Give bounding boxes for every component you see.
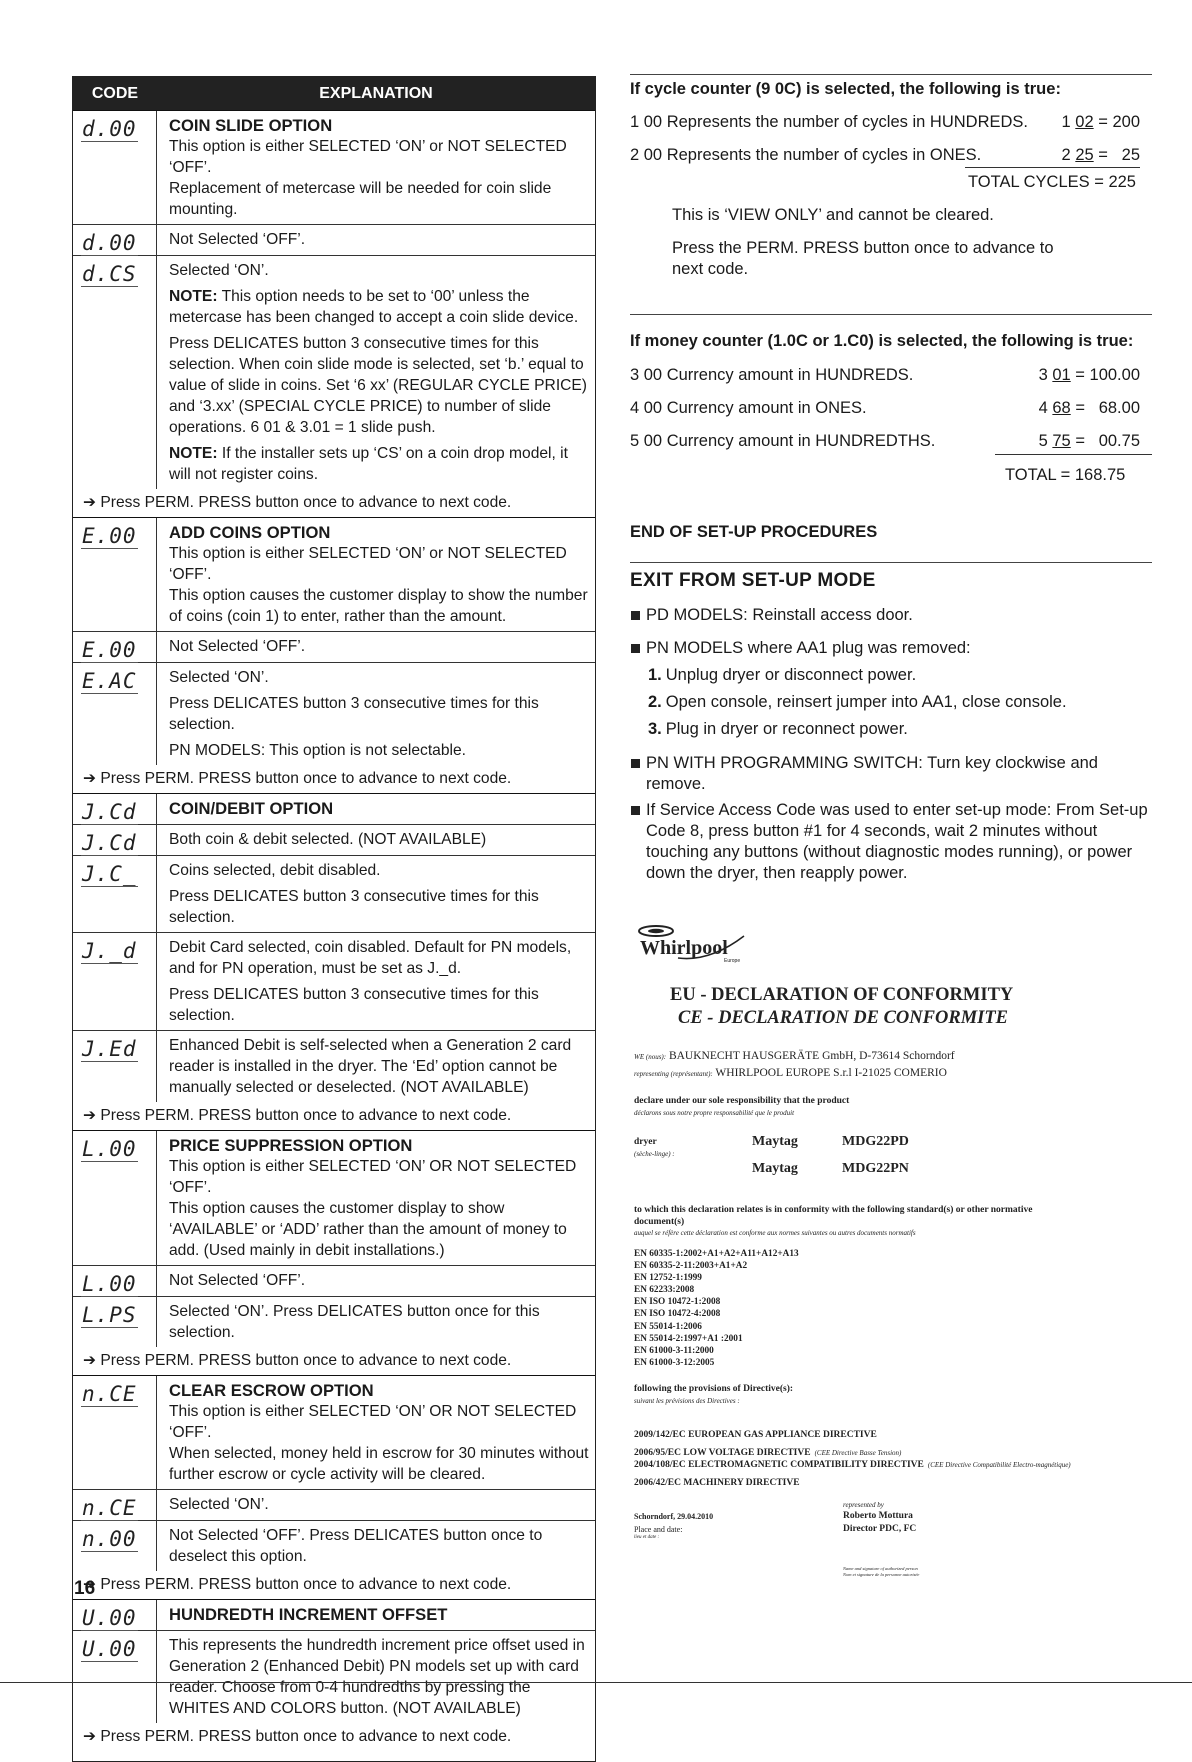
advance-note: ➔ Press PERM. PRESS button once to advance to next code. — [73, 765, 595, 793]
standard-item: EN 55014-2:1997+A1 :2001 — [634, 1333, 743, 1344]
cycle-line: 2 00 Represents the number of cycles in ONES. 2 25 = 25 — [630, 146, 1140, 164]
standard-item: EN ISO 10472-1:2008 — [634, 1297, 721, 1308]
divider — [630, 74, 1152, 75]
option-title: PRICE SUPPRESSION OPTION — [169, 1136, 413, 1155]
standard-item: EN 61000-3-11:2000 — [634, 1345, 714, 1356]
cycle-counter-heading: If cycle counter (9 0C) is selected, the following is true: — [630, 80, 1061, 98]
option-title: COIN SLIDE OPTION — [169, 116, 333, 135]
code-cell: d.CS — [73, 256, 157, 489]
table-row: L.00 Not Selected ‘OFF’. — [73, 1265, 595, 1296]
standard-item: EN 60335-1:2002+A1+A2+A11+A12+A13 — [634, 1249, 799, 1259]
table-header — [73, 77, 595, 110]
standard-item: EN 62233:2008 — [634, 1285, 695, 1296]
advance-note: ➔ Press PERM. PRESS button once to advance to next code. — [73, 489, 595, 517]
table-row: L.00 PRICE SUPPRESSION OPTION This option is either SELECTED ‘ON’ OR NOT SELECTED ‘OFF’. This option causes the customer display to show ‘AVAILABLE’ or ‘ADD’ rather than the amount of money to add. (Used mainly in debit installations.) — [73, 1130, 595, 1265]
table-row: U.00 This represents the hundredth increment price offset used in Generation 2 (Enhanced Debit) PN models set up with card reader. Choose from 0-4 hundredths by pressing the WHITES AND COLORS button. (NOT AVAILABLE) — [73, 1630, 595, 1723]
advance-note: Press the PERM. PRESS button once to advance to next code. — [672, 239, 1054, 278]
divider — [630, 314, 1152, 315]
explanation-column-header: EXPLANATION — [319, 84, 433, 102]
table-row: J._d Debit Card selected, coin disabled. Default for PN models, and for PN operation, must be set as J._d. Press DELICATES button 3 consecutive times for this selection. — [73, 932, 595, 1030]
table-row: L.PS Selected ‘ON’. Press DELICATES button once for this selection. — [73, 1296, 595, 1347]
step-item: 3. Plug in dryer or reconnect power. — [648, 720, 908, 738]
cycle-total: TOTAL CYCLES = 225 — [968, 173, 1136, 191]
code-cell: d.00 — [73, 225, 157, 255]
table-row — [73, 1599, 595, 1630]
bullet-item: PN WITH PROGRAMMING SWITCH: Turn key clockwise and remove. — [630, 753, 1140, 795]
table-row: n.CE Selected ‘ON’. — [73, 1489, 595, 1520]
table-row: d.00 COIN SLIDE OPTION This option is either SELECTED ‘ON’ or NOT SELECTED ‘OFF’. Replacement of metercase will be needed for coin slide mounting. — [73, 110, 595, 224]
standard-item: EN 12752-1:1999 — [634, 1273, 702, 1284]
code-cell: n.CE — [73, 1376, 157, 1489]
code-cell: U.00 — [73, 1631, 157, 1723]
code-cell: J.Ed — [73, 1031, 157, 1102]
step-item: 2. Open console, reinsert jumper into AA1, close console. — [648, 693, 1067, 711]
standards-list — [634, 1248, 799, 1369]
whirlpool-logo — [638, 922, 748, 966]
table-row — [73, 793, 595, 824]
standard-item: EN 61000-3-12:2005 — [634, 1357, 715, 1368]
code-cell: E.AC — [73, 663, 157, 765]
advance-note: ➔ Press PERM. PRESS button once to advance to next code. — [73, 1571, 595, 1599]
bullet-item: If Service Access Code was used to enter set-up mode: From Set-up Code 8, press button #1 for 4 seconds, wait 2 minutes without touching any buttons (without diagnostic modes running), or power down the dryer, then reapply power. — [630, 800, 1160, 884]
option-title: COIN/DEBIT OPTION — [169, 799, 334, 818]
code-cell: d.00 — [73, 111, 157, 224]
bullet-item: PD MODELS: Reinstall access door. — [630, 605, 1150, 626]
end-setup-heading: END OF SET-UP PROCEDURES — [630, 523, 878, 541]
page-number: 16 — [74, 1578, 96, 1599]
code-cell: L.00 — [73, 1266, 157, 1296]
total-rule — [995, 454, 1152, 455]
code-cell: n.CE — [73, 1490, 157, 1520]
svg-text:Europe: Europe — [724, 958, 741, 964]
code-cell: L.PS — [73, 1297, 157, 1347]
table-row: E.AC Selected ‘ON’. Press DELICATES button 3 consecutive times for this selection. PN MODELS: This option is not selectable. — [73, 662, 595, 765]
code-column-header: CODE — [91, 84, 139, 102]
divider — [0, 1682, 1192, 1683]
setup-code-table — [72, 76, 596, 1762]
advance-note: ➔ Press PERM. PRESS button once to advance to next code. — [73, 1347, 595, 1375]
declaration-subtitle: CE - DECLARATION DE CONFORMITE — [678, 1008, 1008, 1028]
cycle-line: 1 00 Represents the number of cycles in HUNDREDS. 1 02 = 200 — [630, 113, 1140, 131]
code-cell: J._d — [73, 933, 157, 1030]
table-row: J.Cd Both coin & debit selected. (NOT AVAILABLE) — [73, 824, 595, 855]
view-only-note: This is ‘VIEW ONLY’ and cannot be cleared. — [672, 206, 994, 224]
money-line: 5 00 Currency amount in HUNDREDTHS. 5 75 = 00.75 — [630, 432, 1140, 450]
option-title: CLEAR ESCROW OPTION — [169, 1381, 374, 1400]
table-row: E.00 ADD COINS OPTION This option is either SELECTED ‘ON’ or NOT SELECTED ‘OFF’. This option causes the customer display to show the number of coins (coin 1) to enter, rather than the amount. — [73, 517, 595, 631]
standard-item: EN ISO 10472-4:2008 — [634, 1309, 721, 1320]
table-row: J.Ed Enhanced Debit is self-selected when a Generation 2 card reader is installed in the dryer. The ‘Ed’ option cannot be manually selected or deselected. (NOT AVAILABLE) — [73, 1030, 595, 1102]
exit-setup-title: EXIT FROM SET-UP MODE — [630, 570, 876, 591]
table-row: J.C_ Coins selected, debit disabled. Press DELICATES button 3 consecutive times for this selection. — [73, 855, 595, 932]
code-cell: E.00 — [73, 518, 157, 631]
advance-note: ➔ Press PERM. PRESS button once to advance to next code. — [73, 1723, 595, 1761]
bullet-item: PN MODELS where AA1 plug was removed: — [630, 638, 1150, 659]
code-cell: J.Cd — [73, 794, 157, 824]
step-item: 1. Unplug dryer or disconnect power. — [648, 666, 917, 684]
code-cell: J.C_ — [73, 856, 157, 932]
table-row: n.00 Not Selected ‘OFF’. Press DELICATES button once to deselect this option. — [73, 1520, 595, 1571]
code-cell: L.00 — [73, 1131, 157, 1265]
option-title: HUNDREDTH INCREMENT OFFSET — [169, 1605, 448, 1624]
svg-text:Whirlpool: Whirlpool — [640, 937, 728, 959]
table-row: n.CE CLEAR ESCROW OPTION This option is either SELECTED ‘ON’ OR NOT SELECTED ‘OFF’. When selected, money held in escrow for 30 minutes without further escrow or cycle activity will be cleared. — [73, 1375, 595, 1489]
table-row: E.00 Not Selected ‘OFF’. — [73, 631, 595, 662]
declaration-title: EU - DECLARATION OF CONFORMITY — [670, 985, 1014, 1005]
money-total: TOTAL = 168.75 — [1005, 466, 1126, 484]
table-row: d.CS Selected ‘ON’. NOTE: This option needs to be set to ‘00’ unless the metercase has been changed to accept a coin slide device. Press DELICATES button 3 consecutive times for this selection. When coin slide mode is selected, set ‘b.’ equal to value of slide in coins. Set ‘6 xx’ (REGULAR CYCLE PRICE) and ‘3.xx’ (SPECIAL CYCLE PRICE) to number of slide operations. 6 01 & 3.01 = 1 slide push. NOTE: If the installer sets up ‘CS’ on a coin drop model, it will not register coins. — [73, 255, 595, 489]
code-cell: E.00 — [73, 632, 157, 662]
money-line: 4 00 Currency amount in ONES. 4 68 = 68.00 — [630, 399, 1140, 417]
standard-item: EN 55014-1:2006 — [634, 1321, 702, 1332]
standard-item: EN 60335-2-11:2003+A1+A2 — [634, 1261, 748, 1272]
advance-note: ➔ Press PERM. PRESS button once to advance to next code. — [73, 1102, 595, 1130]
option-title: ADD COINS OPTION — [169, 523, 331, 542]
total-rule — [965, 167, 1140, 168]
money-line: 3 00 Currency amount in HUNDREDS. 3 01 = 100.00 — [630, 366, 1140, 384]
code-cell: U.00 — [73, 1600, 157, 1630]
divider — [630, 562, 1152, 563]
code-cell: J.Cd — [73, 825, 157, 855]
code-cell: n.00 — [73, 1521, 157, 1571]
money-counter-heading: If money counter (1.0C or 1.C0) is selected, the following is true: — [630, 332, 1134, 350]
table-row: d.00 Not Selected ‘OFF’. — [73, 224, 595, 255]
